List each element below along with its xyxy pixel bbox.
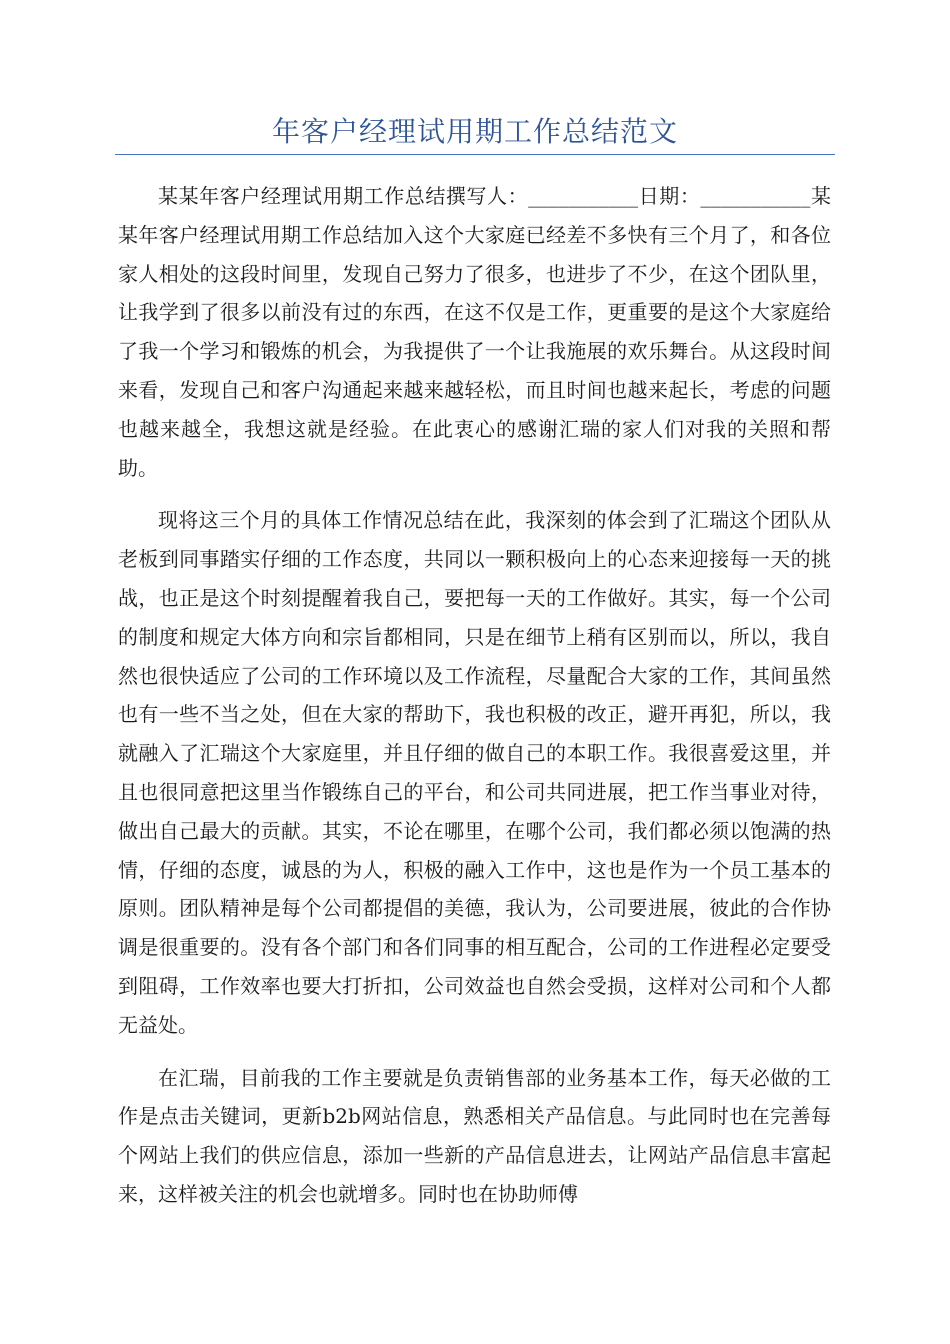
body-paragraph-2: 现将这三个月的具体工作情况总结在此，我深刻的体会到了汇瑞这个团队从老板到同事踏实仔细的工作态度，共同以一颗积极向上的心态来迎接每一天的挑战，也正是这个时刻提醒着我自己，要把每一天的工作做好。其实，每一个公司的制度和规定大体方向和宗旨都相同，只是在细节上稍有区别而以，所以，我自然也很快适应了公司的工作环境以及工作流程，尽量配合大家的工作，其间虽然也有一些不当之处，但在大家的帮助下，我也积极的改正，避开再犯，所以，我就融入了汇瑞这个大家庭里，并且仔细的做自己的本职工作。我很喜爱这里，并且也很同意把这里当作锻练自己的平台，和公司共同进展，把工作当事业对待，做出自己最大的贡献。其实，不论在哪里，在哪个公司，我们都必须以饱满的热情，仔细的态度，诚恳的为人，积极的融入工作中，这也是作为一个员工基本的原则。团队精神是每个公司都提倡的美德，我认为，公司要进展，彼此的合作协调是很重要的。没有各个部门和各们同事的相互配合，公司的工作进程必定要受到阻碍，工作效率也要大打折扣，公司效益也自然会受损，这样对公司和个人都无益处。 <box>118 508 831 1037</box>
body-paragraph-3: 在汇瑞，目前我的工作主要就是负责销售部的业务基本工作，每天必做的工作是点击关键词，更新b2b网站信息，熟悉相关产品信息。与此同时也在完善每个网站上我们的供应信息，添加一些新的产品信息进去，让网站产品信息丰富起来，这样被关注的机会也就增多。同时也在协助师傅 <box>118 1065 831 1206</box>
document-body <box>118 177 831 1228</box>
body-paragraph-1: 某某年客户经理试用期工作总结撰写人：___________日期：___________某某年客户经理试用期工作总结加入这个大家庭已经差不多快有三个月了，和各位家人相处的这段时间里，发现自己努力了很多，也进步了不少，在这个团队里，让我学到了很多以前没有过的东西，在这不仅是工作，更重要的是这个大家庭给了我一个学习和锻炼的机会，为我提供了一个让我施展的欢乐舞台。从这段时间来看，发现自己和客户沟通起来越来越轻松，而且时间也越来起长，考虑的问题也越来越全，我想这就是经验。在此衷心的感谢汇瑞的家人们对我的关照和帮助。 <box>118 184 831 480</box>
title-underline-divider <box>115 154 835 155</box>
document-title: 年客户经理试用期工作总结范文 <box>271 115 678 148</box>
